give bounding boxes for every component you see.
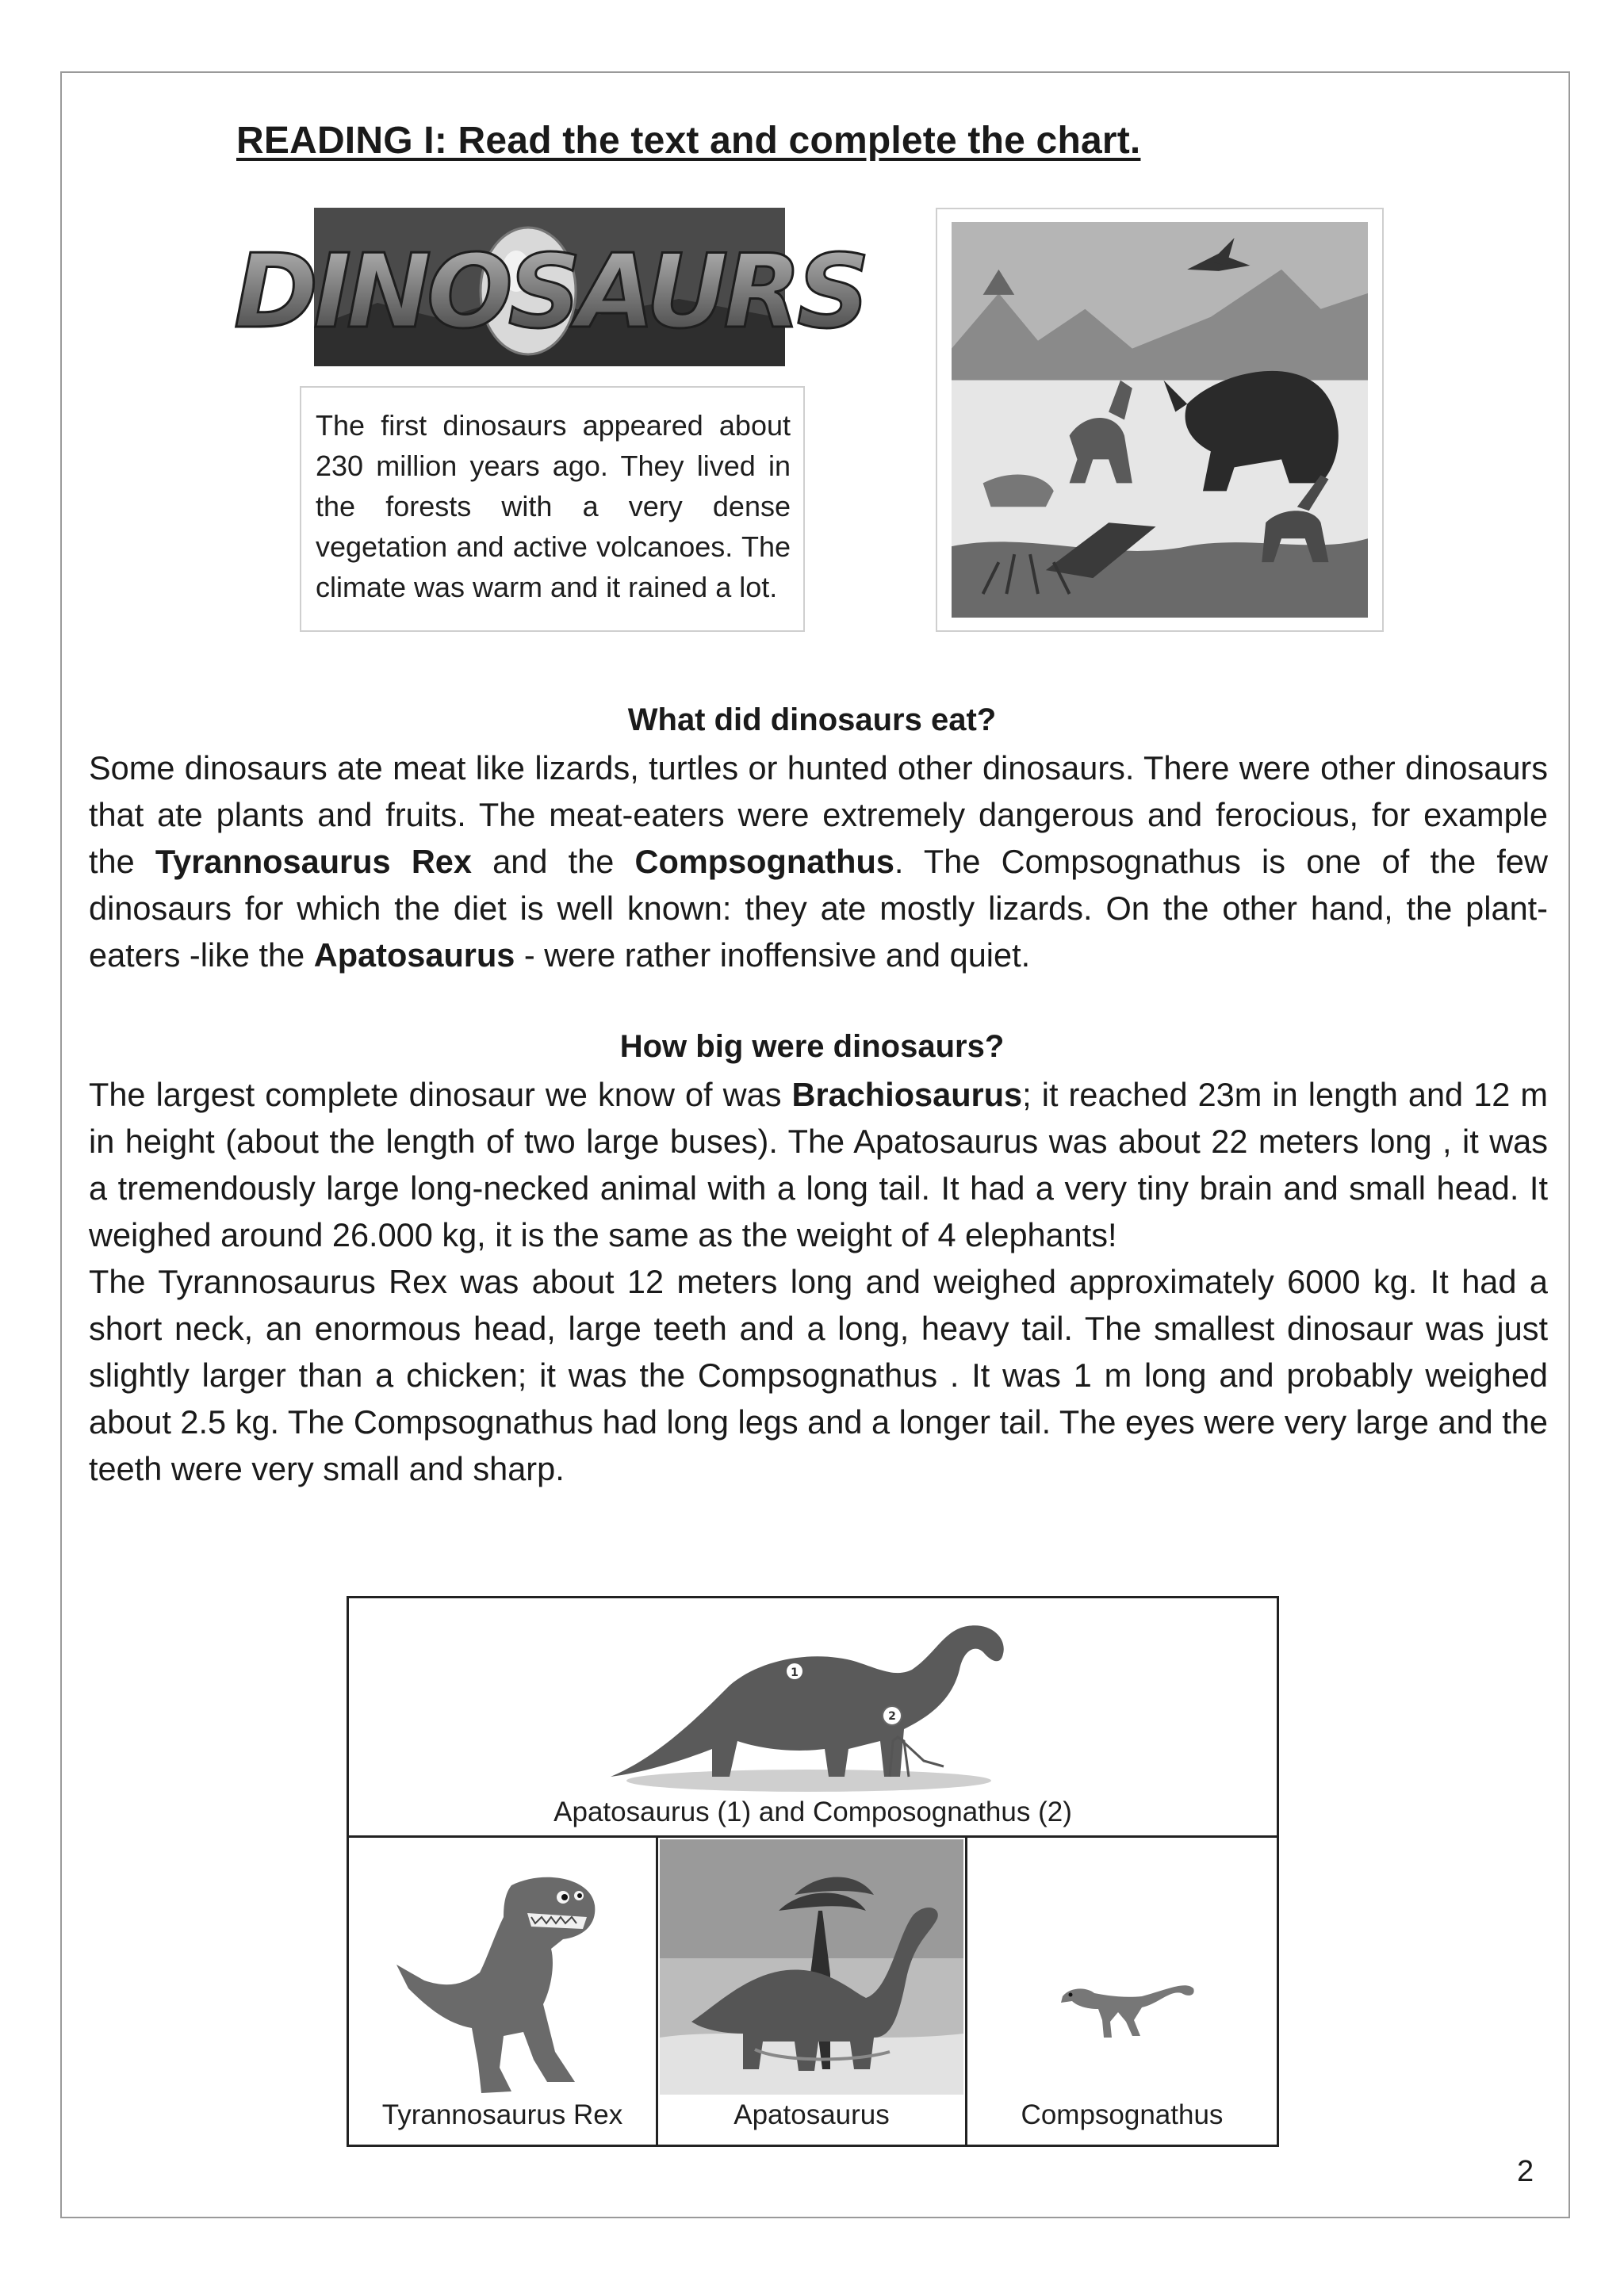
text-segment: Some dinosaurs ate meat like lizards, turtles or hunted other dinosaurs. There were other dinosaurs that ate plants and fruits. The meat-eaters were extremely dangerous and ferocious, for example the (89, 749, 1548, 880)
intro-text: The first dinosaurs appeared about 230 million years ago. They lived in the forests with a very dense vegetation and active volcanoes. The climate was warm and it rained a lot. (316, 409, 791, 603)
heading-size: How big were dinosaurs? (619, 1029, 1005, 1064)
caption-apatosaurus: Apatosaurus (733, 2099, 890, 2130)
dinosaur-figure-table (347, 1596, 1279, 2147)
apatosaurus-image (660, 1839, 963, 2095)
text-segment: - were rather inoffensive and quiet. (515, 936, 1031, 974)
bold-term-brachiosaurus: Brachiosaurus (791, 1076, 1023, 1113)
text-segment: ; it reached 23m in length and 12 m in height (about the length of two large buses). The Apatosaurus was about 22 meters long , it was a tremendously large long-necked animal with a long tail. It had a very tiny brain and small head. It weighed around 26.000 kg, it is the same as the weight of 4 elephants! (89, 1076, 1548, 1253)
bold-term-apatosaurus: Apatosaurus (313, 936, 515, 974)
heading-diet: What did dinosaurs eat? (627, 702, 997, 737)
marker-2-label: 2 (888, 1710, 896, 1723)
caption-trex: Tyrannosaurus Rex (381, 2099, 623, 2130)
logo-lettering: DINOSAURS (234, 233, 865, 351)
figure-cell-compsognathus (967, 1838, 1277, 2145)
paragraph-size (89, 1071, 1548, 1492)
bold-term-trex: Tyrannosaurus Rex (155, 843, 472, 880)
text-segment: The Tyrannosaurus Rex was about 12 meters long and weighed approximately 6000 kg. It had a short neck, an enormous head, large teeth and a long, heavy tail. The smallest dinosaur was just slightly larger than a chicken; it was the Compsognathus . It was 1 m long and probably weighed about 2.5 kg. The Compsognathus had long legs and a longer tail. The eyes were very large and the teeth were very small and sharp. (89, 1263, 1548, 1487)
page-number: 2 (1517, 2155, 1534, 2188)
figure-cell-apatosaurus (658, 1838, 967, 2145)
compsognathus-image (1055, 1973, 1197, 2044)
intro-text-box (300, 386, 805, 632)
text-segment: The largest complete dinosaur we know of was (89, 1076, 792, 1113)
dinosaurs-logo-image (234, 208, 865, 366)
figure-cell-trex (349, 1838, 658, 2145)
text-segment: . The Compsognathus is one of the few dinosaurs for which the diet is well known: they ate mostly lizards. On the other hand, the plant-eaters -like the (89, 843, 1548, 974)
tyrannosaurus-rex-image (393, 1869, 607, 2107)
paragraph-diet (89, 744, 1548, 978)
apatosaurus-silhouette-image (611, 1622, 1023, 1797)
page-title: READING I: Read the text and complete the chart. (236, 120, 1141, 162)
text-segment: and the (471, 843, 635, 880)
marker-1-label: 1 (791, 1667, 799, 1679)
prehistoric-scene-image (936, 208, 1384, 632)
figure-size-comparison (349, 1598, 1277, 1838)
bold-term-compsognathus: Compsognathus (634, 843, 894, 880)
caption-size-comparison: Apatosaurus (1) and Composognathus (2) (553, 1797, 1072, 1827)
caption-compsognathus: Compsognathus (1021, 2099, 1224, 2130)
